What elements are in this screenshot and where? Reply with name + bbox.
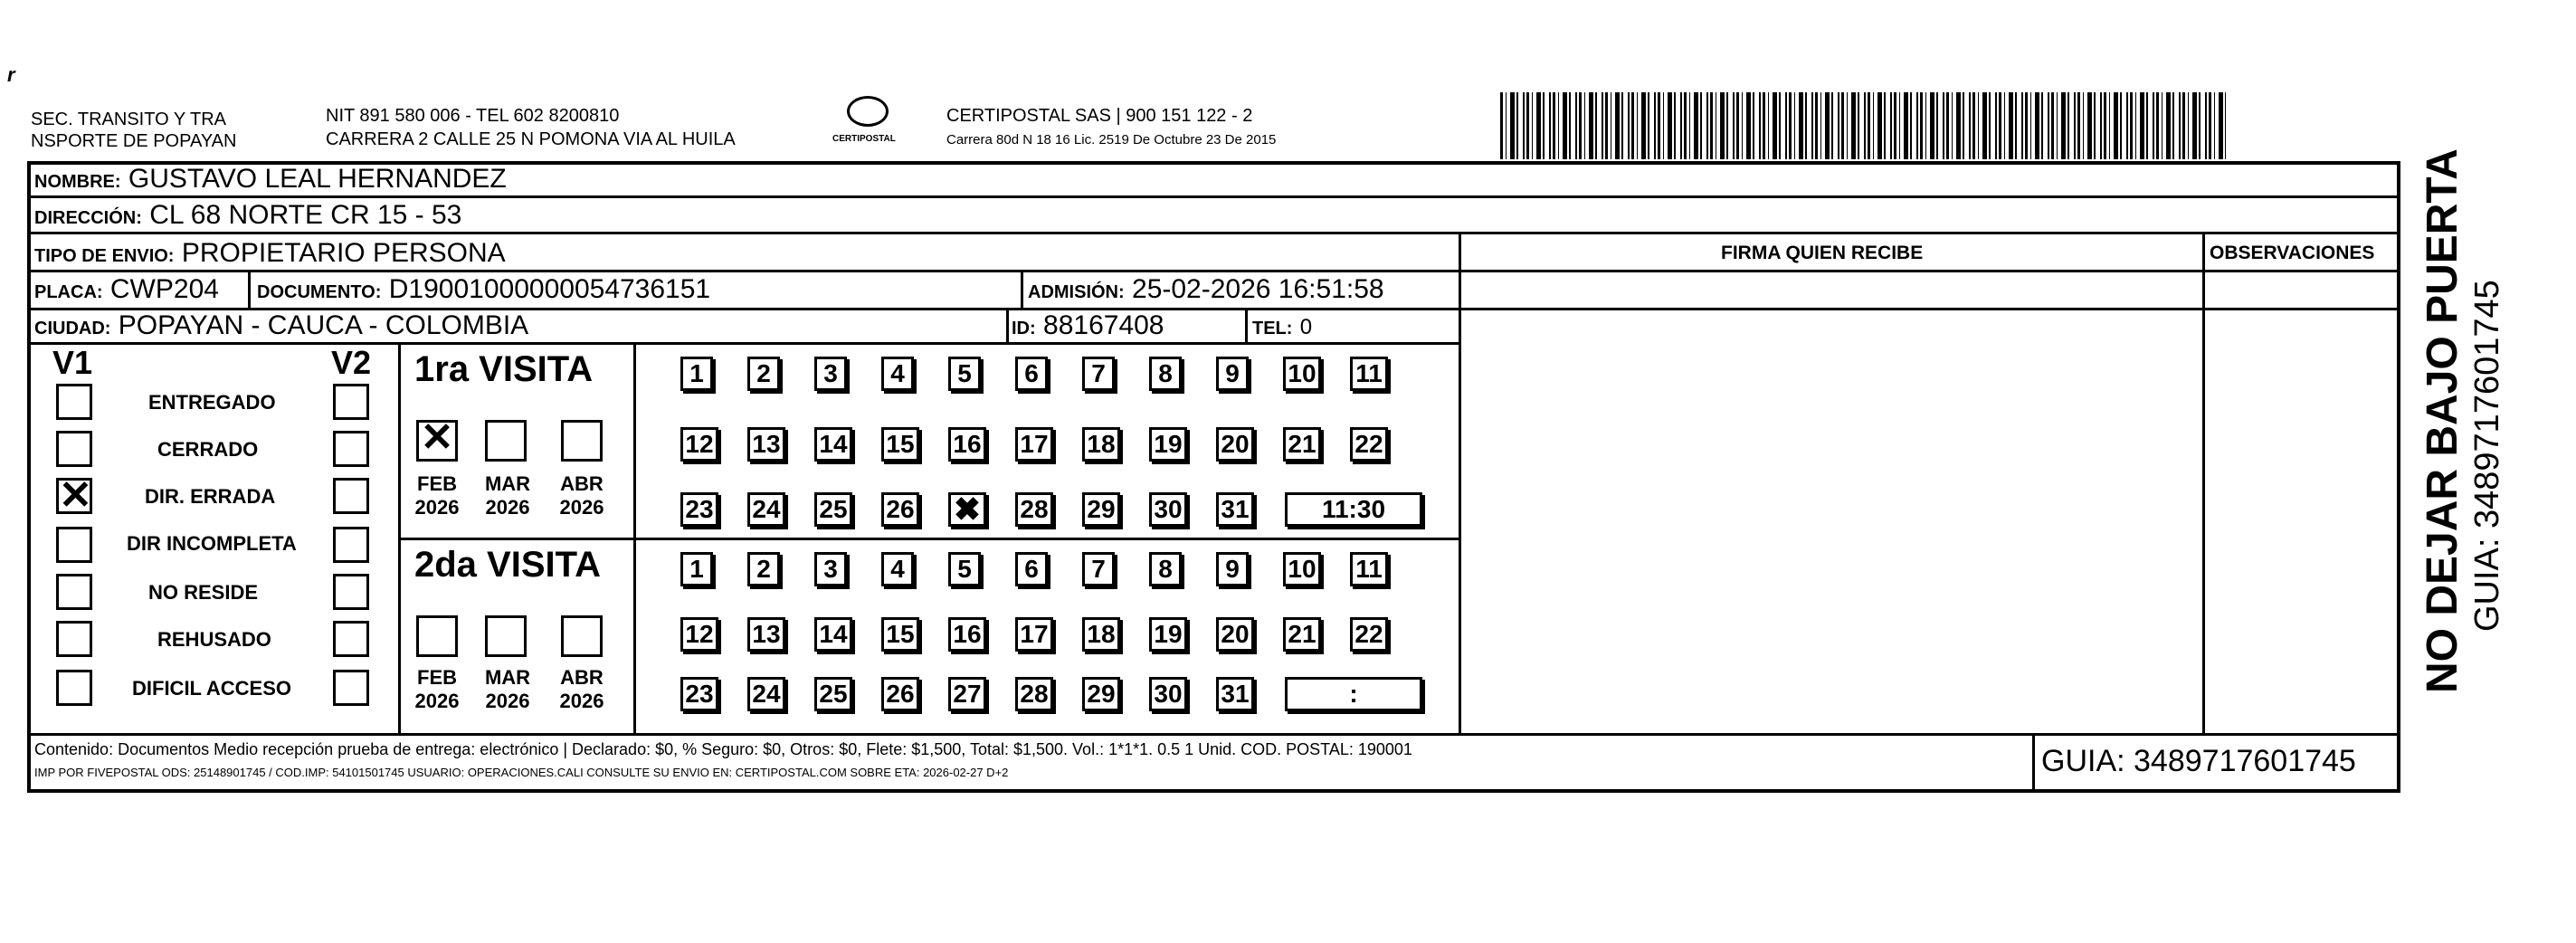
placa-row bbox=[34, 273, 219, 309]
first-day-6[interactable]: 6 bbox=[1015, 357, 1048, 391]
nombre-label: NOMBRE: bbox=[34, 172, 121, 192]
first-year-abr: 2026 bbox=[559, 496, 604, 519]
first-day-7[interactable]: 7 bbox=[1082, 357, 1115, 391]
logo-text: CERTIPOSTAL bbox=[832, 134, 896, 144]
v1-check-entregado[interactable] bbox=[56, 384, 92, 420]
first-day-9[interactable]: 9 bbox=[1216, 357, 1249, 391]
first-month-mar-check[interactable] bbox=[485, 420, 527, 462]
second-day-20[interactable]: 20 bbox=[1216, 617, 1254, 652]
v2-check-dir-incompleta[interactable] bbox=[333, 527, 369, 563]
v1-check-no-reside[interactable] bbox=[56, 574, 92, 610]
v1-label: V1 bbox=[52, 344, 93, 381]
second-day-22[interactable]: 22 bbox=[1350, 617, 1388, 652]
reason-dir-errada: DIR. ERRADA bbox=[145, 485, 276, 508]
company-address: Carrera 80d N 18 16 Lic. 2519 De Octubre 23 De 2015 bbox=[946, 132, 1277, 148]
first-month-feb-label: FEB bbox=[417, 472, 457, 495]
second-day-6[interactable]: 6 bbox=[1015, 552, 1048, 586]
second-day-31[interactable]: 31 bbox=[1216, 677, 1254, 711]
placa-value: CWP204 bbox=[109, 274, 219, 304]
reason-rehusado: REHUSADO bbox=[157, 628, 271, 651]
first-day-13[interactable]: 13 bbox=[747, 427, 785, 462]
second-day-3[interactable]: 3 bbox=[814, 552, 847, 586]
second-month-feb-check[interactable] bbox=[416, 615, 458, 657]
certipostal-logo-icon bbox=[847, 96, 889, 127]
first-time-field[interactable]: 11:30 bbox=[1285, 492, 1422, 527]
first-day-8[interactable]: 8 bbox=[1149, 357, 1182, 391]
ciudad-label: CIUDAD: bbox=[34, 319, 111, 338]
v1-check-dir-incompleta[interactable] bbox=[56, 527, 92, 563]
first-day-31[interactable]: 31 bbox=[1216, 492, 1254, 527]
v2-check-dir-errada[interactable] bbox=[333, 478, 369, 514]
second-day-29[interactable]: 29 bbox=[1082, 677, 1120, 711]
documento-label: DOCUMENTO: bbox=[257, 282, 382, 302]
second-day-23[interactable]: 23 bbox=[680, 677, 718, 711]
first-month-abr-check[interactable] bbox=[561, 420, 603, 462]
first-day-15[interactable]: 15 bbox=[881, 427, 919, 462]
nit-line: NIT 891 580 006 - TEL 602 8200810 bbox=[326, 106, 620, 126]
first-month-abr-label: ABR bbox=[560, 472, 604, 495]
direccion-label: DIRECCIÓN: bbox=[34, 208, 142, 228]
v2-label: V2 bbox=[331, 344, 372, 381]
second-day-8[interactable]: 8 bbox=[1149, 552, 1182, 586]
second-day-26[interactable]: 26 bbox=[881, 677, 919, 711]
second-day-1[interactable]: 1 bbox=[680, 552, 713, 586]
v2-check-entregado[interactable] bbox=[333, 384, 369, 420]
first-visit-title: 1ra VISITA bbox=[414, 349, 594, 389]
second-month-abr-check[interactable] bbox=[561, 615, 603, 657]
ciudad-row bbox=[34, 310, 528, 345]
firma-header: FIRMA QUIEN RECIBE bbox=[1721, 243, 1924, 263]
second-day-19[interactable]: 19 bbox=[1149, 617, 1187, 652]
second-time-field[interactable]: : bbox=[1285, 677, 1422, 711]
second-year-mar: 2026 bbox=[485, 690, 530, 712]
second-day-10[interactable]: 10 bbox=[1283, 552, 1321, 586]
first-day-25[interactable]: 25 bbox=[814, 492, 852, 527]
direccion-row bbox=[34, 199, 461, 234]
id-value: 88167408 bbox=[1043, 310, 1164, 340]
first-day-4[interactable]: 4 bbox=[881, 357, 914, 391]
footer-contenido: Contenido: Documentos Medio recepción prueba de entrega: electrónico | Declarado: $0, % Seguro: $0, Otros: $0, Flete: $1,500, Total: $1,500. Vol.: 1*1*1. 0.5 1 Unid. COD. POSTAL: 190001 bbox=[34, 740, 1412, 758]
reason-dificil-acceso: DIFICIL ACCESO bbox=[132, 677, 292, 700]
first-month-feb-check[interactable]: ✕ bbox=[416, 420, 458, 462]
first-day-29[interactable]: 29 bbox=[1082, 492, 1120, 527]
second-day-12[interactable]: 12 bbox=[680, 617, 718, 652]
first-day-5[interactable]: 5 bbox=[948, 357, 981, 391]
reason-dir-incompleta: DIR INCOMPLETA bbox=[127, 532, 297, 555]
admision-value: 25-02-2026 16:51:58 bbox=[1132, 274, 1384, 304]
second-day-25[interactable]: 25 bbox=[814, 677, 852, 711]
admision-row bbox=[1028, 273, 1384, 309]
nombre-value: GUSTAVO LEAL HERNANDEZ bbox=[128, 164, 507, 194]
first-day-22[interactable]: 22 bbox=[1350, 427, 1388, 462]
first-day-19[interactable]: 19 bbox=[1149, 427, 1187, 462]
tel-row bbox=[1252, 310, 1312, 345]
barcode bbox=[1500, 92, 2226, 159]
org-line-2: NSPORTE DE POPAYAN bbox=[31, 131, 237, 151]
second-day-15[interactable]: 15 bbox=[881, 617, 919, 652]
v2-check-cerrado[interactable] bbox=[333, 431, 369, 467]
nombre-row bbox=[34, 163, 507, 198]
reason-entregado: ENTREGADO bbox=[148, 391, 276, 414]
second-month-abr-label: ABR bbox=[560, 666, 604, 689]
second-visit-title: 2da VISITA bbox=[414, 545, 601, 585]
first-day-27[interactable]: ✖ bbox=[948, 492, 986, 527]
corner-mark: r bbox=[7, 63, 15, 86]
first-day-24[interactable]: 24 bbox=[747, 492, 785, 527]
v1-check-cerrado[interactable] bbox=[56, 431, 92, 467]
first-day-26[interactable]: 26 bbox=[881, 492, 919, 527]
second-day-27[interactable]: 27 bbox=[948, 677, 986, 711]
second-day-16[interactable]: 16 bbox=[948, 617, 986, 652]
second-year-abr: 2026 bbox=[559, 690, 604, 712]
ciudad-value: POPAYAN - CAUCA - COLOMBIA bbox=[118, 310, 529, 340]
first-day-1[interactable]: 1 bbox=[680, 357, 713, 391]
company-line: CERTIPOSTAL SAS | 900 151 122 - 2 bbox=[946, 106, 1253, 126]
documento-value: D19001000000054736151 bbox=[388, 274, 711, 304]
first-month-mar-label: MAR bbox=[484, 472, 531, 495]
first-year-feb: 2026 bbox=[414, 496, 460, 519]
direccion-value: CL 68 NORTE CR 15 - 53 bbox=[149, 200, 462, 230]
id-row bbox=[1012, 310, 1164, 345]
first-day-18[interactable]: 18 bbox=[1082, 427, 1120, 462]
tel-label: TEL: bbox=[1252, 319, 1293, 338]
side-warning: NO DEJAR BAJO PUERTA bbox=[2419, 148, 2467, 693]
first-day-10[interactable]: 10 bbox=[1283, 357, 1321, 391]
first-day-30[interactable]: 30 bbox=[1149, 492, 1187, 527]
footer-imp: IMP POR FIVEPOSTAL ODS: 25148901745 / COD.IMP: 54101501745 USUARIO: OPERACIONES.CALI CONSULTE SU ENVIO EN: CERTIPOSTAL.COM SOBRE ETA: 2026-02-27 D+2 bbox=[34, 766, 1009, 779]
second-day-9[interactable]: 9 bbox=[1216, 552, 1249, 586]
first-day-16[interactable]: 16 bbox=[948, 427, 986, 462]
address-line: CARRERA 2 CALLE 25 N POMONA VIA AL HUILA bbox=[326, 129, 736, 149]
first-day-28[interactable]: 28 bbox=[1015, 492, 1053, 527]
second-day-7[interactable]: 7 bbox=[1082, 552, 1115, 586]
first-day-20[interactable]: 20 bbox=[1216, 427, 1254, 462]
second-day-2[interactable]: 2 bbox=[747, 552, 780, 586]
second-day-17[interactable]: 17 bbox=[1015, 617, 1053, 652]
second-day-18[interactable]: 18 bbox=[1082, 617, 1120, 652]
first-day-14[interactable]: 14 bbox=[814, 427, 852, 462]
first-day-21[interactable]: 21 bbox=[1283, 427, 1321, 462]
second-month-mar-check[interactable] bbox=[485, 615, 527, 657]
second-day-4[interactable]: 4 bbox=[881, 552, 914, 586]
second-month-feb-label: FEB bbox=[417, 666, 457, 689]
id-label: ID: bbox=[1012, 319, 1036, 338]
first-day-2[interactable]: 2 bbox=[747, 357, 780, 391]
second-day-11[interactable]: 11 bbox=[1350, 552, 1388, 586]
reason-no-reside: NO RESIDE bbox=[148, 581, 259, 604]
side-guia: GUIA: 3489717601745 bbox=[2468, 280, 2506, 632]
tipo-label: TIPO DE ENVIO: bbox=[34, 246, 175, 266]
second-day-24[interactable]: 24 bbox=[747, 677, 785, 711]
v1-check-rehusado[interactable] bbox=[56, 621, 92, 657]
v2-check-no-reside[interactable] bbox=[333, 574, 369, 610]
second-day-21[interactable]: 21 bbox=[1283, 617, 1321, 652]
reason-cerrado: CERRADO bbox=[157, 438, 259, 461]
second-day-14[interactable]: 14 bbox=[814, 617, 852, 652]
tel-value: 0 bbox=[1299, 315, 1313, 339]
first-day-23[interactable]: 23 bbox=[680, 492, 718, 527]
footer-guia: GUIA: 3489717601745 bbox=[2041, 744, 2356, 778]
second-day-13[interactable]: 13 bbox=[747, 617, 785, 652]
second-month-mar-label: MAR bbox=[484, 666, 531, 689]
v1-check-dificil-acceso[interactable] bbox=[56, 670, 92, 706]
second-day-5[interactable]: 5 bbox=[948, 552, 981, 586]
org-line-1: SEC. TRANSITO Y TRA bbox=[31, 110, 226, 129]
first-day-17[interactable]: 17 bbox=[1015, 427, 1053, 462]
second-day-28[interactable]: 28 bbox=[1015, 677, 1053, 711]
observaciones-header: OBSERVACIONES bbox=[2210, 243, 2375, 263]
first-day-12[interactable]: 12 bbox=[680, 427, 718, 462]
v2-check-rehusado[interactable] bbox=[333, 621, 369, 657]
tipo-value: PROPIETARIO PERSONA bbox=[181, 238, 506, 268]
documento-row bbox=[257, 273, 710, 309]
first-day-3[interactable]: 3 bbox=[814, 357, 847, 391]
first-year-mar: 2026 bbox=[485, 496, 530, 519]
second-year-feb: 2026 bbox=[414, 690, 460, 712]
tipo-row bbox=[34, 237, 506, 272]
first-day-11[interactable]: 11 bbox=[1350, 357, 1388, 391]
v1-check-dir-errada[interactable]: ✕ bbox=[56, 478, 92, 514]
admision-label: ADMISIÓN: bbox=[1028, 282, 1125, 302]
placa-label: PLACA: bbox=[34, 282, 103, 302]
v2-check-dificil-acceso[interactable] bbox=[333, 670, 369, 706]
second-day-30[interactable]: 30 bbox=[1149, 677, 1187, 711]
